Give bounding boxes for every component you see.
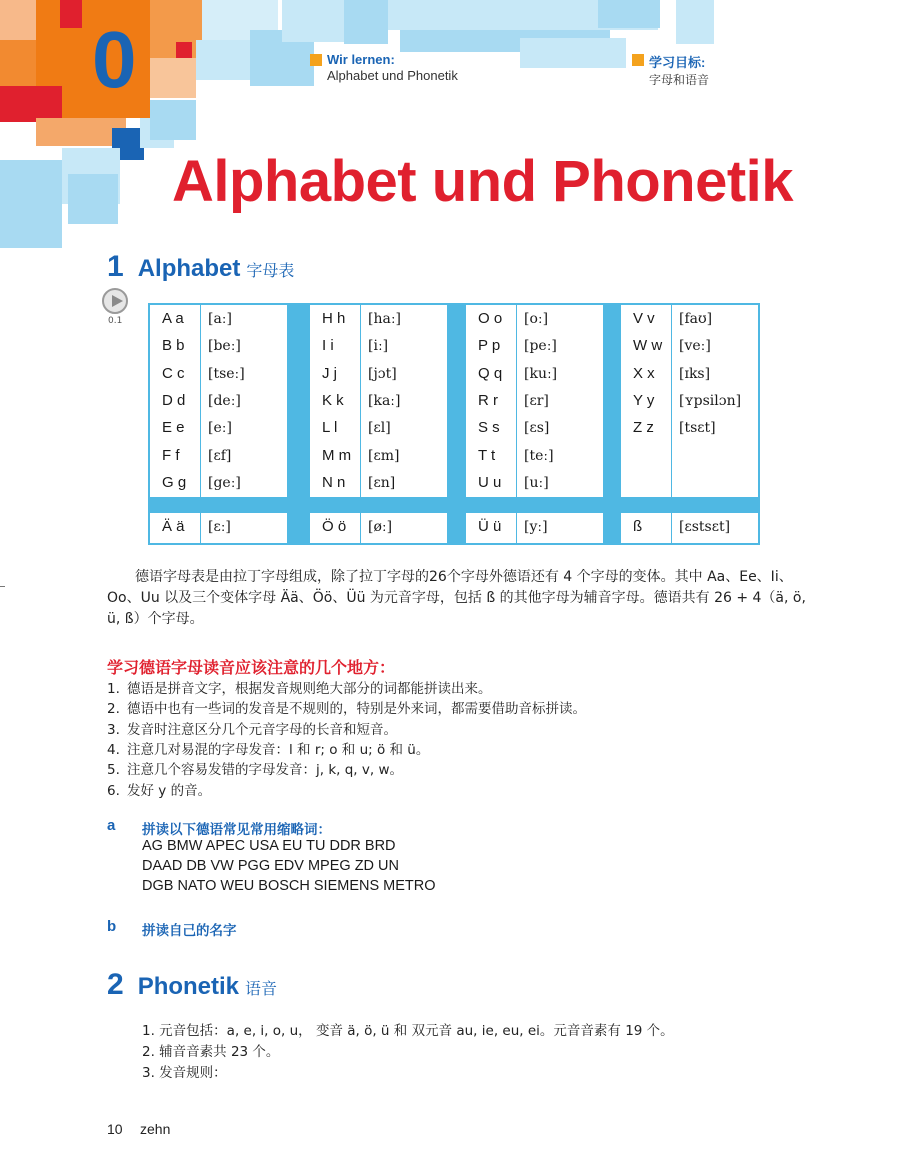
note-item bbox=[107, 779, 211, 799]
note-item bbox=[107, 758, 403, 778]
learning-goal-german bbox=[310, 52, 458, 85]
section-title: Alphabet bbox=[137, 255, 241, 282]
alphabet-description bbox=[107, 567, 807, 630]
alphabet-ipa: [veː] bbox=[679, 338, 711, 355]
alphabet-ipa: [ɛm] bbox=[368, 447, 400, 464]
section-number: 2 bbox=[107, 968, 124, 1001]
alphabet-letter: E e bbox=[162, 419, 185, 437]
column-divider bbox=[516, 305, 517, 543]
alphabet-letter: T t bbox=[478, 446, 496, 464]
alphabet-letter: D d bbox=[162, 391, 186, 409]
audio-play-button[interactable] bbox=[102, 288, 128, 314]
note-item bbox=[107, 677, 492, 697]
alphabet-ipa: [tseː] bbox=[208, 365, 245, 382]
page-title: Alphabet und Phonetik bbox=[172, 149, 794, 214]
section-number: 1 bbox=[107, 250, 124, 283]
umlaut-letter: Ü ü bbox=[478, 518, 502, 535]
paragraph-line: ü, ß）个字母。 bbox=[107, 611, 204, 627]
umlaut-ipa: [øː] bbox=[368, 519, 393, 535]
alphabet-ipa: [geː] bbox=[208, 474, 241, 491]
alphabet-letter: P p bbox=[478, 337, 501, 355]
alphabet-ipa: [deː] bbox=[208, 392, 241, 409]
alphabet-ipa: [oː] bbox=[524, 311, 549, 327]
alphabet-letter: O o bbox=[478, 310, 503, 327]
alphabet-ipa: [peː] bbox=[524, 338, 557, 355]
learning-goal-chinese bbox=[632, 52, 709, 89]
alphabet-letter: A a bbox=[162, 310, 184, 327]
alphabet-letter: Z z bbox=[633, 419, 654, 437]
alphabet-ipa: [kaː] bbox=[368, 392, 401, 409]
alphabet-ipa: [jɔt] bbox=[368, 365, 397, 382]
alphabet-letter: B b bbox=[162, 337, 185, 355]
orange-square-icon bbox=[632, 54, 644, 66]
note-number: 3. bbox=[107, 721, 120, 738]
alphabet-ipa: [faʊ] bbox=[679, 311, 713, 327]
section-2-heading bbox=[107, 968, 277, 1002]
note-text: 发音时注意区分几个元音字母的长音和短音。 bbox=[127, 721, 397, 738]
goal-label: 学习目标: bbox=[649, 55, 706, 70]
alphabet-ipa: [teː] bbox=[524, 447, 554, 464]
section-title: Phonetik bbox=[137, 973, 240, 1000]
alphabet-letter: U u bbox=[478, 473, 502, 491]
alphabet-letter: C c bbox=[162, 364, 185, 382]
phonetik-line: 1. 元音包括：a, e, i, o, u， 变音 ä, ö, ü 和 双元音 au, ie, eu, ei。元音音素有 19 个。 bbox=[142, 1023, 674, 1039]
alphabet-letter: X x bbox=[633, 364, 655, 382]
section-title-zh: 语音 bbox=[245, 979, 278, 998]
section-title-zh: 字母表 bbox=[246, 261, 295, 280]
alphabet-letter: J j bbox=[322, 364, 337, 382]
umlaut-ipa: [yː] bbox=[524, 519, 548, 535]
section-1-heading bbox=[107, 250, 294, 284]
alphabet-letter: V v bbox=[633, 310, 655, 327]
alphabet-ipa: [ɛf] bbox=[208, 447, 232, 464]
note-item bbox=[107, 738, 429, 758]
alphabet-ipa: [kuː] bbox=[524, 365, 558, 382]
alphabet-letter: H h bbox=[322, 310, 346, 327]
note-item bbox=[107, 718, 397, 738]
goal-text: 字母和语音 bbox=[649, 73, 710, 87]
alphabet-letter: G g bbox=[162, 473, 187, 491]
note-text: 注意几对易混的字母发音：l 和 r; o 和 u; ö 和 ü。 bbox=[127, 741, 430, 758]
note-number: 2. bbox=[107, 701, 120, 718]
goal-label: Wir lernen: bbox=[327, 52, 395, 67]
alphabet-ipa: [ɛn] bbox=[368, 474, 396, 491]
umlaut-letter: Ö ö bbox=[322, 518, 347, 535]
abbreviation-line: DAAD DB VW PGG EDV MPEG ZD UN bbox=[142, 858, 399, 874]
exercise-b-label: b bbox=[107, 918, 117, 935]
alphabet-ipa: [iː] bbox=[368, 338, 389, 355]
alphabet-ipa: [eː] bbox=[208, 420, 232, 437]
paragraph-line: 德语字母表是由拉丁字母组成，除了拉丁字母的26个字母外德语还有 4 个字母的变体。其中 Aa、Ee、Ii、 bbox=[135, 569, 793, 585]
alphabet-ipa: [tsɛt] bbox=[679, 420, 716, 437]
alphabet-ipa: [ɛl] bbox=[368, 420, 391, 437]
play-icon bbox=[112, 295, 123, 307]
audio-track-number: 0.1 bbox=[108, 316, 123, 326]
note-number: 5. bbox=[107, 762, 120, 779]
alphabet-ipa: [ɛr] bbox=[524, 392, 549, 409]
alphabet-ipa: [ɛs] bbox=[524, 420, 550, 437]
note-item bbox=[107, 697, 586, 717]
column-divider bbox=[671, 305, 672, 543]
abbreviation-line: DGB NATO WEU BOSCH SIEMENS METRO bbox=[142, 878, 436, 894]
alphabet-letter: K k bbox=[322, 391, 344, 409]
note-text: 德语中也有一些词的发音是不规则的，特别是外来词，都需要借助音标拼读。 bbox=[127, 701, 586, 718]
alphabet-letter: Y y bbox=[633, 391, 655, 409]
alphabet-ipa: [aː] bbox=[208, 311, 232, 327]
note-text: 德语是拼音文字，根据发音规则绝大部分的词都能拼读出来。 bbox=[127, 681, 492, 697]
exercise-b-title: 拼读自己的名字 bbox=[142, 923, 237, 939]
phonetik-line: 2. 辅音音素共 23 个。 bbox=[142, 1044, 280, 1060]
note-text: 注意几个容易发错的字母发音：j, k, q, v, w。 bbox=[127, 762, 403, 779]
umlaut-letter: Ä ä bbox=[162, 518, 185, 535]
page-number-word: zehn bbox=[140, 1121, 171, 1137]
umlaut-ipa: [ɛː] bbox=[208, 519, 231, 535]
alphabet-table bbox=[148, 303, 760, 545]
orange-square-icon bbox=[310, 54, 322, 66]
note-number: 6. bbox=[107, 782, 120, 799]
alphabet-letter: Q q bbox=[478, 364, 503, 382]
exercise-a-title: 拼读以下德语常见常用缩略词： bbox=[142, 822, 331, 838]
alphabet-ipa: [haː] bbox=[368, 311, 402, 327]
page-number: 10 bbox=[107, 1121, 123, 1137]
alphabet-letter: N n bbox=[322, 473, 346, 491]
abbreviation-line: AG BMW APEC USA EU TU DDR BRD bbox=[142, 838, 396, 854]
column-divider bbox=[200, 305, 201, 543]
chapter-number: 0 bbox=[92, 15, 137, 104]
alphabet-letter: S s bbox=[478, 419, 500, 437]
alphabet-letter: I i bbox=[322, 337, 334, 355]
phonetik-line: 3. 发音规则： bbox=[142, 1065, 227, 1081]
alphabet-letter: M m bbox=[322, 446, 352, 464]
alphabet-letter: W w bbox=[633, 337, 663, 355]
alphabet-letter: R r bbox=[478, 391, 498, 409]
notes-heading: 学习德语字母读音应该注意的几个地方： bbox=[107, 658, 396, 677]
exercise-a-label: a bbox=[107, 817, 116, 834]
note-text: 发好 y 的音。 bbox=[127, 782, 212, 799]
margin-mark bbox=[0, 586, 5, 587]
umlaut-letter: ß bbox=[633, 518, 643, 535]
goal-text: Alphabet und Phonetik bbox=[327, 68, 458, 83]
alphabet-ipa: [ʏpsilɔn] bbox=[679, 392, 742, 409]
alphabet-letter: L l bbox=[322, 419, 338, 437]
umlaut-ipa: [ɛstsɛt] bbox=[679, 519, 731, 535]
paragraph-line: Oo、Uu 以及三个变体字母 Ää、Öö、Üü 为元音字母，包括 ß 的其他字母为辅音字母。德语共有 26 + 4（ä, ö, bbox=[107, 590, 806, 606]
alphabet-ipa: [beː] bbox=[208, 338, 241, 355]
alphabet-ipa: [ɪks] bbox=[679, 365, 711, 382]
note-number: 4. bbox=[107, 741, 120, 758]
alphabet-letter: F f bbox=[162, 446, 180, 464]
note-number: 1. bbox=[107, 681, 120, 697]
alphabet-ipa: [uː] bbox=[524, 474, 549, 491]
column-divider bbox=[360, 305, 361, 543]
